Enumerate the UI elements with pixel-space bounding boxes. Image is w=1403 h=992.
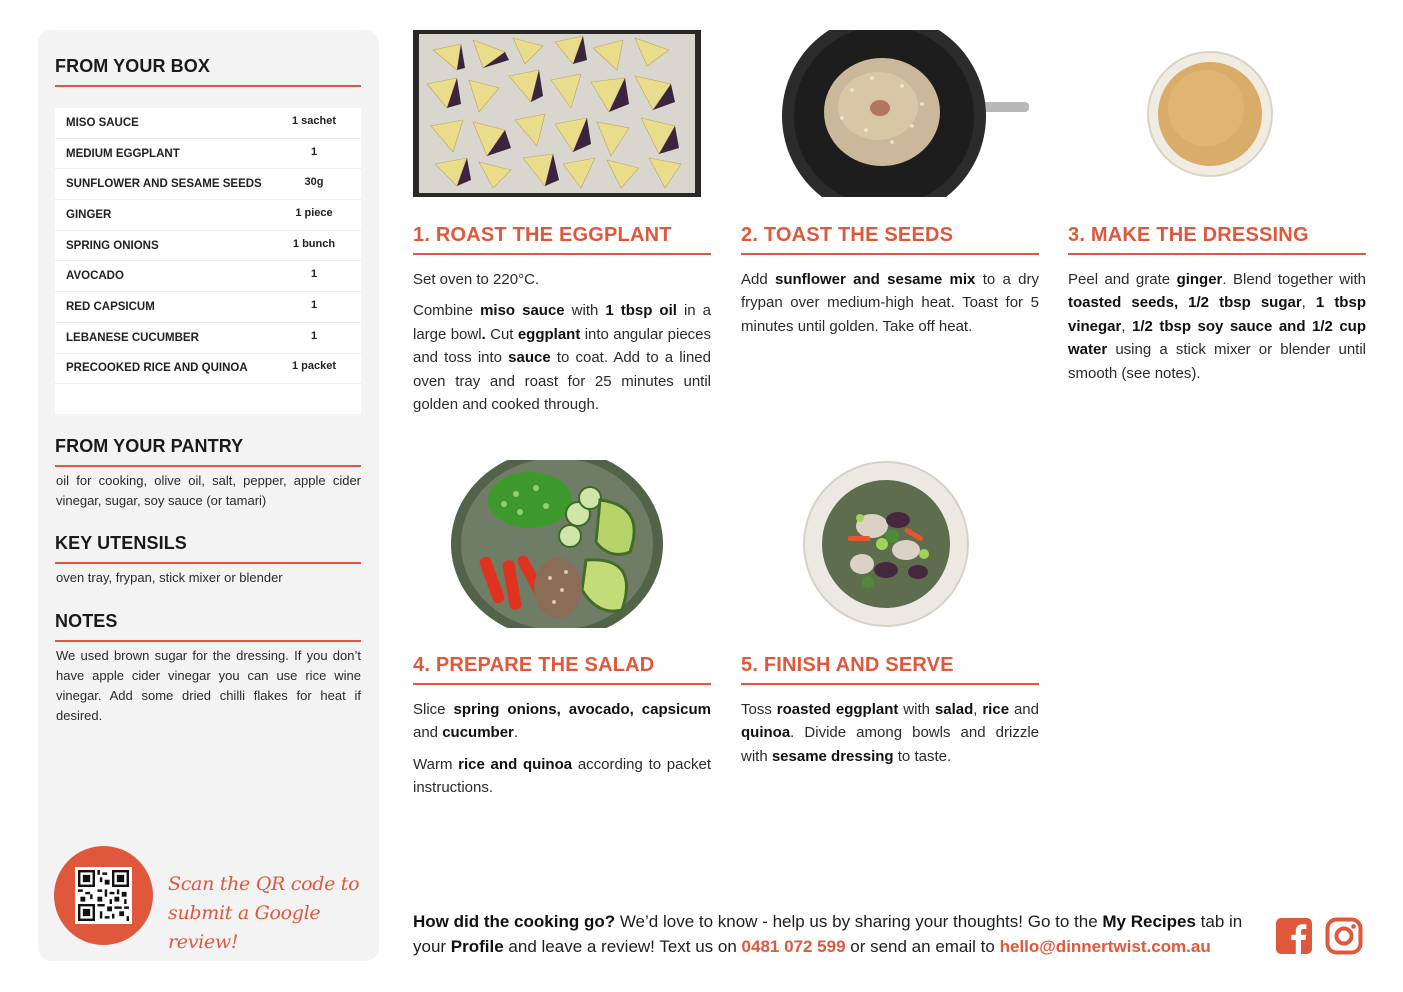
text-run: spring onions, avocado, capsicum <box>453 701 712 718</box>
dressing-photo <box>1146 50 1274 178</box>
box-title: FROM YOUR BOX <box>55 56 361 87</box>
text-run: in a large bowl <box>413 302 712 343</box>
ingredient-qty: 1 bunch <box>292 237 336 250</box>
ingredient-name: PRECOOKED RICE AND QUINOA <box>66 362 248 375</box>
toast-seeds-photo <box>782 30 1032 197</box>
text-run: . <box>513 724 519 742</box>
ingredient-qty: 1 piece <box>295 206 333 219</box>
text-run: Add <box>741 271 776 288</box>
text-run: , <box>1301 294 1316 312</box>
qr-caption-line-2: submit a Google review! <box>168 902 321 953</box>
step-4-text-1 <box>413 698 711 745</box>
text-run: or send an email to <box>845 937 1000 956</box>
text-run: Combine <box>413 302 481 320</box>
text-run: , <box>973 701 983 718</box>
ingredient-qty: 1 packet <box>291 360 337 373</box>
text-run: according to packet instructions. <box>413 755 711 797</box>
utensils-title: KEY UTENSILS <box>55 533 361 564</box>
ingredient-name: SUNFLOWER AND SESAME SEEDS <box>66 178 262 191</box>
ingredient-row <box>55 261 361 292</box>
instagram-icon[interactable] <box>1325 917 1363 955</box>
qr-badge[interactable] <box>54 846 153 945</box>
ingredient-row <box>55 139 361 170</box>
ingredient-name: MEDIUM EGGPLANT <box>66 147 180 160</box>
qr-code-icon[interactable] <box>75 867 132 924</box>
text-run: tab in your <box>413 912 1243 956</box>
text-run: to taste. <box>893 747 952 765</box>
ingredient-qty: 1 <box>310 268 318 281</box>
ingredient-name: AVOCADO <box>66 270 124 283</box>
step-prepare-salad <box>413 654 711 800</box>
text-run: toasted seeds, 1/2 tbsp sugar <box>1068 294 1302 312</box>
text-run: Set oven to 220°C. <box>413 271 540 288</box>
text-run: and leave a review! Text us on <box>503 937 742 956</box>
text-run: salad <box>934 701 974 718</box>
text-run: sesame dressing <box>771 747 894 765</box>
text-run: Toss <box>741 701 777 718</box>
text-run: and <box>413 724 443 742</box>
utensils-text: oven tray, frypan, stick mixer or blender <box>56 570 283 585</box>
ingredient-qty: 30g <box>304 176 324 189</box>
text-run: 1/2 tbsp soy sauce and 1/2 cup water <box>1068 317 1366 359</box>
step-1-text-2 <box>413 299 711 416</box>
step-toast-seeds <box>741 224 1039 338</box>
facebook-icon[interactable] <box>1275 917 1313 955</box>
ingredient-name: SPRING ONIONS <box>66 239 159 252</box>
qr-caption-line-1: Scan the QR code to <box>168 873 360 895</box>
ingredient-row <box>55 169 361 200</box>
step-roast-eggplant <box>413 224 711 416</box>
ingredient-qty: 1 <box>310 329 318 342</box>
step-3-title: 3. MAKE THE DRESSING <box>1068 224 1366 255</box>
text-run: quinoa <box>741 724 791 742</box>
text-run: rice <box>982 701 1010 718</box>
ingredient-qty: 1 <box>310 145 318 158</box>
text-run: miso sauce <box>480 302 565 320</box>
text-run: using a stick mixer or blender until smooth (see notes). <box>1068 341 1366 382</box>
step-4-title: 4. PREPARE THE SALAD <box>413 654 711 685</box>
text-run: cucumber <box>442 724 514 742</box>
text-run: Warm <box>413 755 459 773</box>
text-run: ginger <box>1176 271 1223 288</box>
text-run: sunflower and sesame mix <box>775 271 976 288</box>
review-footer <box>413 909 1263 959</box>
step-4-text-2 <box>413 753 711 800</box>
text-run: Profile <box>450 937 504 956</box>
ingredient-row <box>55 231 361 262</box>
text-run: How did the cooking go? <box>413 912 616 931</box>
ingredient-name: LEBANESE CUCUMBER <box>66 331 199 344</box>
step-finish-serve <box>741 654 1039 768</box>
ingredient-qty: 1 sachet <box>291 114 337 127</box>
step-1-text-1 <box>413 268 711 291</box>
text-run: . <box>481 325 486 343</box>
step-5-text-1 <box>741 698 1039 768</box>
ingredient-qty: 1 <box>310 298 318 311</box>
text-run: , <box>1121 317 1133 335</box>
ingredient-row <box>55 323 361 354</box>
ingredient-row <box>55 108 361 139</box>
text-run: Slice <box>413 701 454 718</box>
contact-link[interactable]: hello@dinnertwist.com.au <box>999 937 1211 956</box>
notes-text: We used brown sugar for the dressing. If you don’t have apple cider vinegar you can use rice wine vinegar. Add some dried chilli flakes for heat if desired. <box>56 648 361 723</box>
ingredient-name: MISO SAUCE <box>66 116 139 129</box>
text-run: . Divide among bowls and drizzle with <box>741 724 1039 765</box>
text-run: We’d love to know - help us by sharing your thoughts! Go to the <box>615 912 1103 931</box>
text-run: into angular pieces and toss into <box>413 325 711 367</box>
text-run: with <box>898 701 935 718</box>
ingredients-table <box>55 108 361 414</box>
text-run: roasted eggplant <box>776 701 899 718</box>
text-run: with <box>564 302 606 320</box>
step-2-title: 2. TOAST THE SEEDS <box>741 224 1039 255</box>
text-run: rice and quinoa <box>458 755 573 773</box>
ingredient-name: GINGER <box>66 208 112 221</box>
text-run: Peel and grate <box>1068 271 1177 288</box>
text-run: 1 tbsp oil <box>605 302 677 320</box>
ingredient-row <box>55 200 361 231</box>
text-run: 1 tbsp vinegar <box>1068 294 1366 335</box>
pantry-text: oil for cooking, olive oil, salt, pepper, apple cider vinegar, sugar, soy sauce (or tamari) <box>56 473 361 508</box>
ingredients-panel <box>38 30 379 961</box>
text-run: Cut <box>485 325 518 343</box>
text-run: and <box>1009 701 1039 718</box>
text-run: eggplant <box>517 325 581 343</box>
step-3-text-1 <box>1068 268 1366 385</box>
roast-eggplant-photo <box>413 30 701 197</box>
text-run: . Blend together with <box>1222 271 1366 288</box>
ingredient-row <box>55 354 361 385</box>
ingredient-row <box>55 292 361 323</box>
text-run: sauce <box>508 349 551 367</box>
salad-prep-photo <box>450 460 664 628</box>
text-run: My Recipes <box>1102 912 1196 931</box>
step-5-title: 5. FINISH AND SERVE <box>741 654 1039 685</box>
text-run: to a dry frypan over medium-high heat. Toast for 5 minutes until golden. Take off heat. <box>741 271 1040 335</box>
step-make-dressing <box>1068 224 1366 385</box>
contact-link[interactable]: 0481 072 599 <box>741 937 846 956</box>
ingredient-name: RED CAPSICUM <box>66 300 155 313</box>
step-2-text-1 <box>741 268 1039 338</box>
pantry-title: FROM YOUR PANTRY <box>55 436 361 467</box>
text-run: to coat. Add to a lined oven tray and roast for 25 minutes until golden and cooked through. <box>413 349 711 414</box>
qr-caption <box>168 870 379 957</box>
step-1-title: 1. ROAST THE EGGPLANT <box>413 224 711 255</box>
finished-dish-photo <box>802 460 970 628</box>
notes-title: NOTES <box>55 611 361 642</box>
